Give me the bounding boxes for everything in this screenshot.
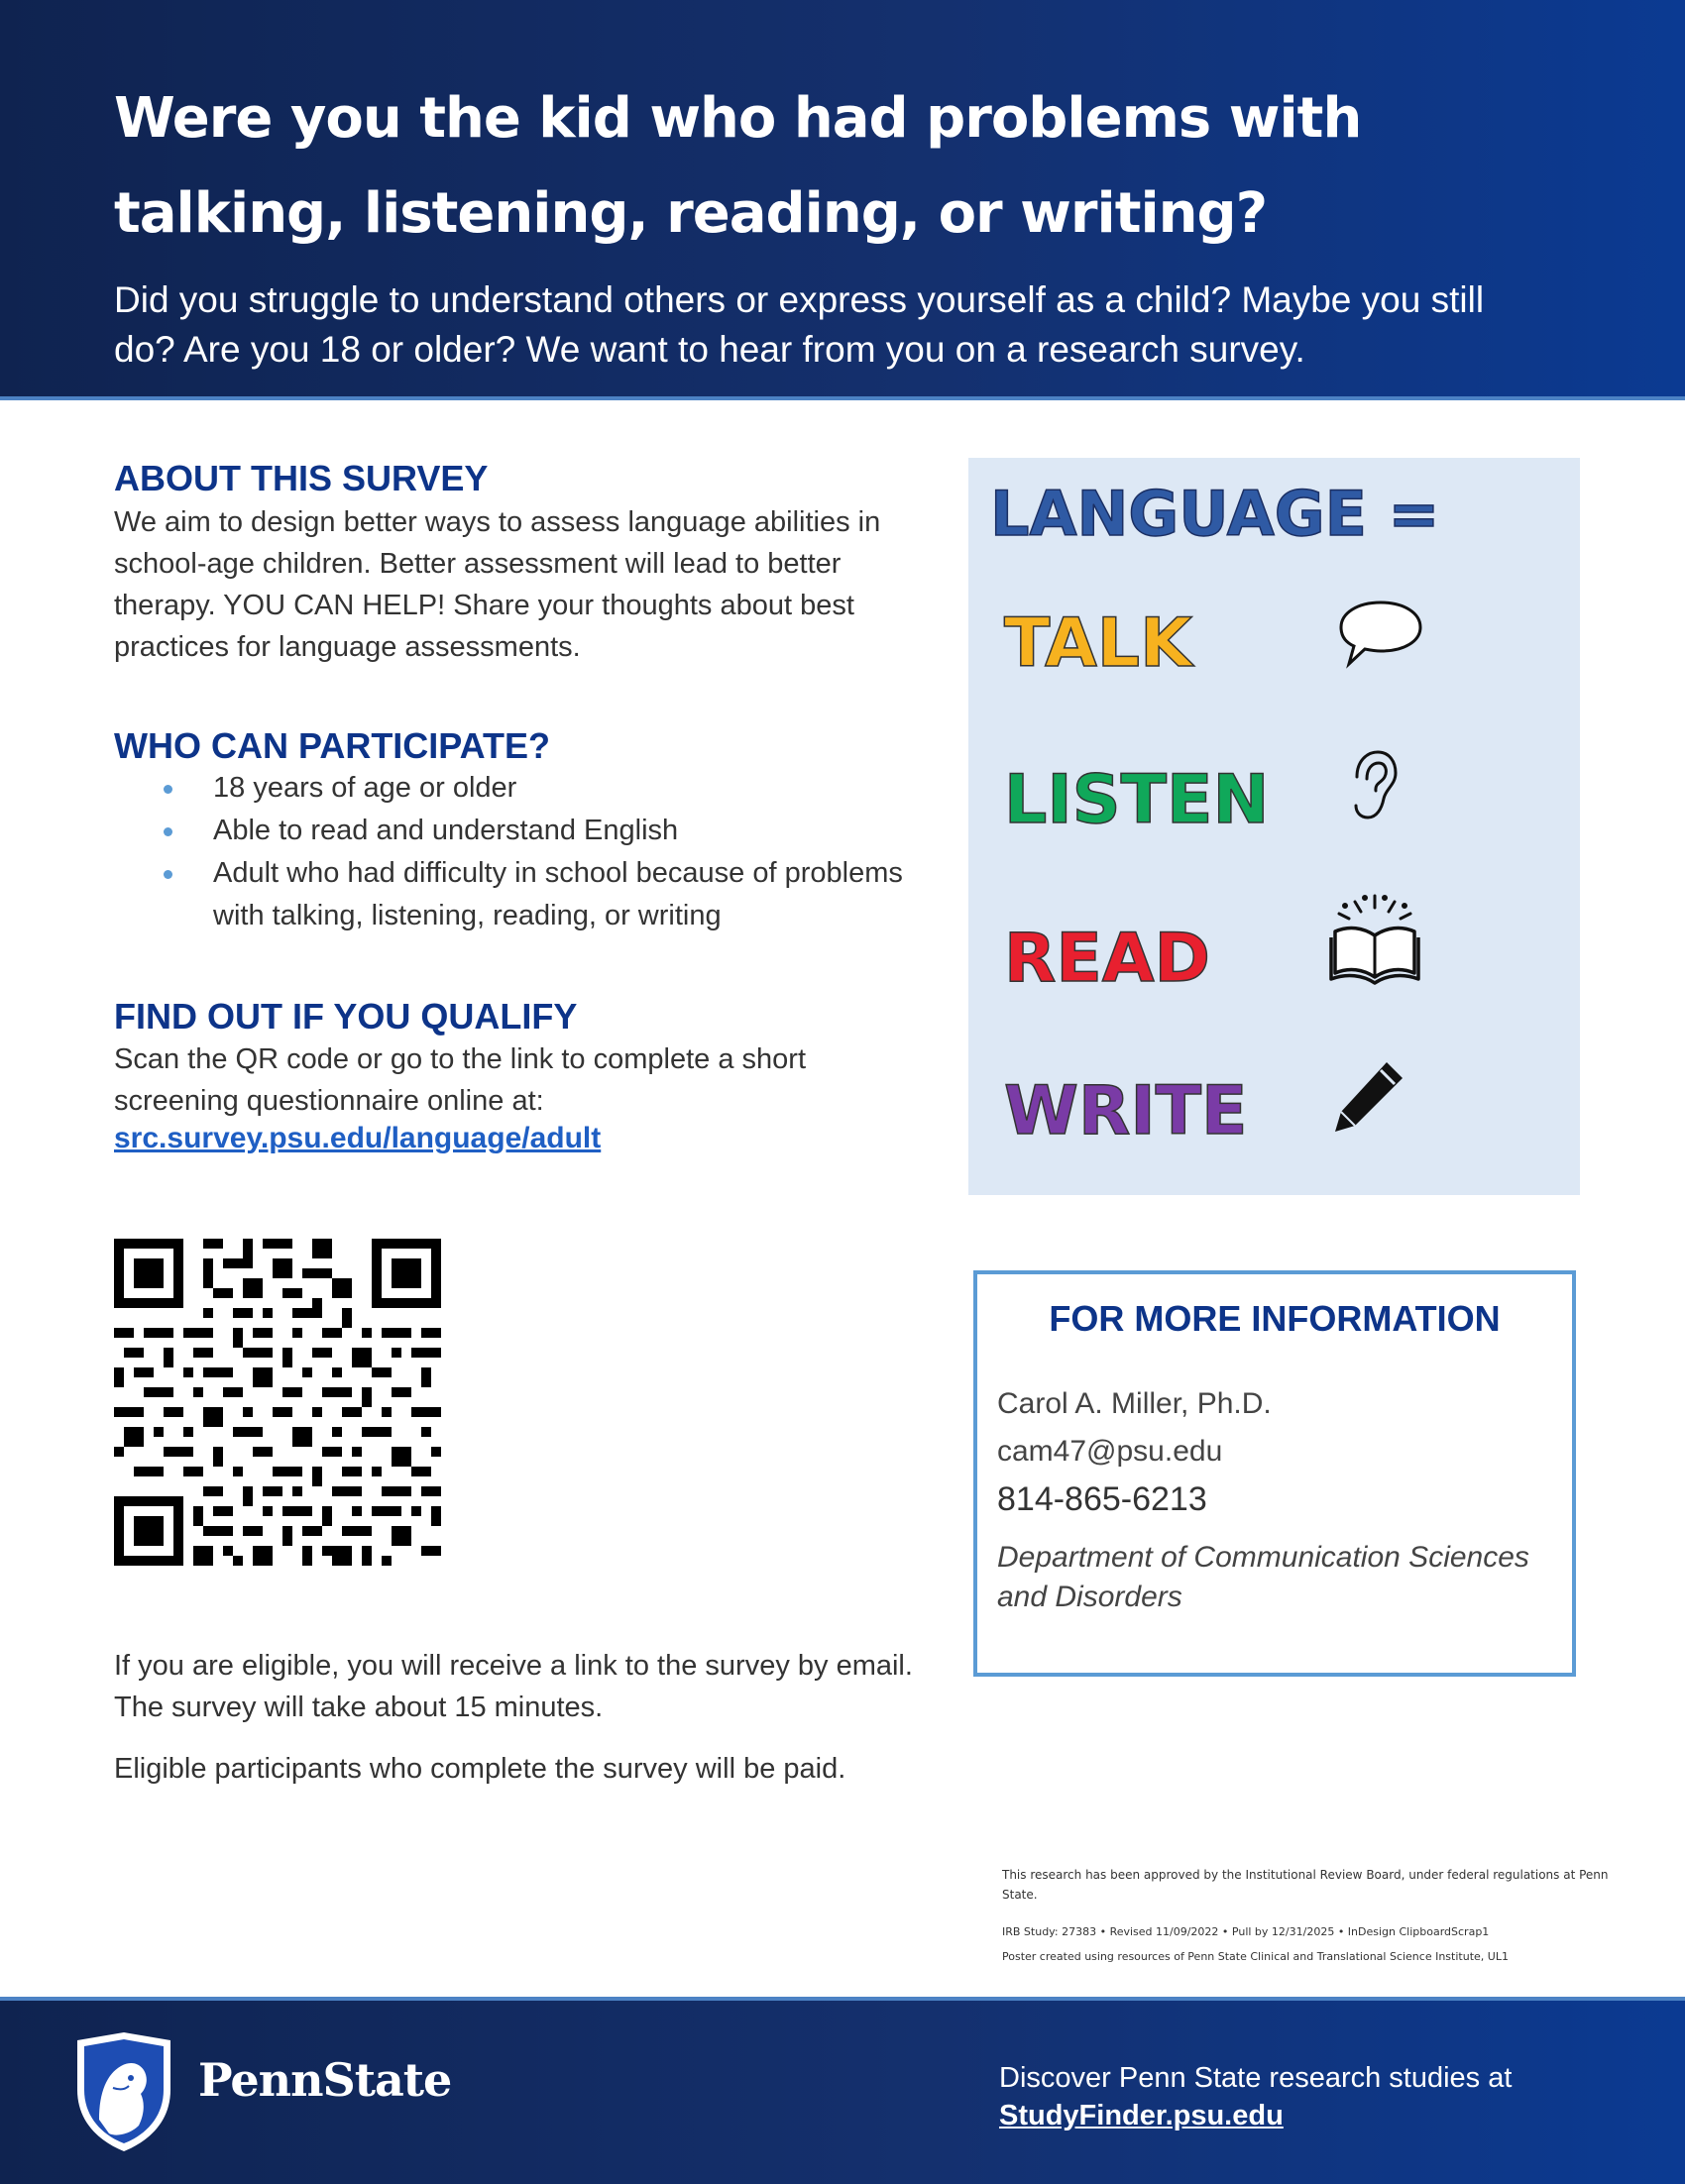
contact-phone[interactable]: 814-865-6213 xyxy=(997,1480,1207,1518)
page-subtitle: Did you struggle to understand others or express yourself as a child? Maybe you still do? Are you 18 or older? We want to hear from you on a research survey. xyxy=(114,279,1485,370)
language-title: LANGUAGE = xyxy=(990,478,1440,550)
about-heading: ABOUT THIS SURVEY xyxy=(114,458,489,498)
header-banner xyxy=(0,0,1685,400)
list-item: Able to read and understand English xyxy=(114,810,927,852)
word-talk: TALK xyxy=(1004,604,1192,683)
word-listen: LISTEN xyxy=(1004,761,1270,839)
bullet-icon xyxy=(164,870,172,879)
studyfinder-link[interactable]: StudyFinder.psu.edu xyxy=(999,2100,1284,2131)
irb-approval-text: This research has been approved by the Institutional Review Board, under federal regulations at Penn State. xyxy=(1002,1868,1609,1902)
list-item: 18 years of age or older xyxy=(114,767,927,810)
bullet-icon xyxy=(164,785,172,794)
contact-heading: FOR MORE INFORMATION xyxy=(1049,1298,1501,1339)
open-book-icon xyxy=(1325,890,1424,989)
qr-code[interactable] xyxy=(114,1239,441,1566)
language-graphic xyxy=(968,458,1580,1195)
discover-text: Discover Penn State research studies at xyxy=(999,2062,1513,2094)
penn-state-logo: PennState xyxy=(198,2053,452,2107)
payment-text: Eligible participants who complete the survey will be paid. xyxy=(114,1753,846,1785)
qualify-text: Scan the QR code or go to the link to complete a short screening questionnaire online at: xyxy=(114,1043,806,1117)
nittany-lion-shield-icon xyxy=(69,2030,178,2153)
contact-department: Department of Communication Sciences and Disorders xyxy=(997,1541,1529,1613)
word-read: READ xyxy=(1004,920,1210,998)
who-heading: WHO CAN PARTICIPATE? xyxy=(114,725,550,766)
list-item: Adult who had difficulty in school because of problems with talking, listening, reading, or writing xyxy=(114,852,927,937)
irb-study-text: IRB Study: 27383 • Revised 11/09/2022 • Pull by 12/31/2025 • InDesign ClipboardScrap1 xyxy=(1002,1925,1490,1938)
contact-name: Carol A. Miller, Ph.D. xyxy=(997,1387,1272,1420)
eligible-text: If you are eligible, you will receive a link to the survey by email. The survey will take about 15 minutes. xyxy=(114,1650,913,1723)
contact-email[interactable]: cam47@psu.edu xyxy=(997,1435,1223,1468)
footer-banner xyxy=(0,1997,1685,2184)
page-title: Were you the kid who had problems with talking, listening, reading, or writing? xyxy=(114,86,1362,246)
eligibility-list xyxy=(114,767,927,937)
about-text: We aim to design better ways to assess language abilities in school-age children. Better assessment will lead to better therapy. YOU CAN HELP! Share your thoughts about best practices for language assessments. xyxy=(114,506,881,663)
pencil-icon xyxy=(1327,1056,1408,1138)
bullet-icon xyxy=(164,827,172,836)
word-write: WRITE xyxy=(1004,1072,1248,1150)
ear-icon xyxy=(1345,747,1401,824)
qualify-heading: FIND OUT IF YOU QUALIFY xyxy=(114,996,578,1037)
speech-bubble-icon xyxy=(1335,597,1426,672)
survey-link[interactable]: src.survey.psu.edu/language/adult xyxy=(114,1122,602,1154)
contact-info-box xyxy=(973,1270,1576,1677)
poster-credit-text: Poster created using resources of Penn State Clinical and Translational Science Institute, UL1 xyxy=(1002,1950,1509,1963)
